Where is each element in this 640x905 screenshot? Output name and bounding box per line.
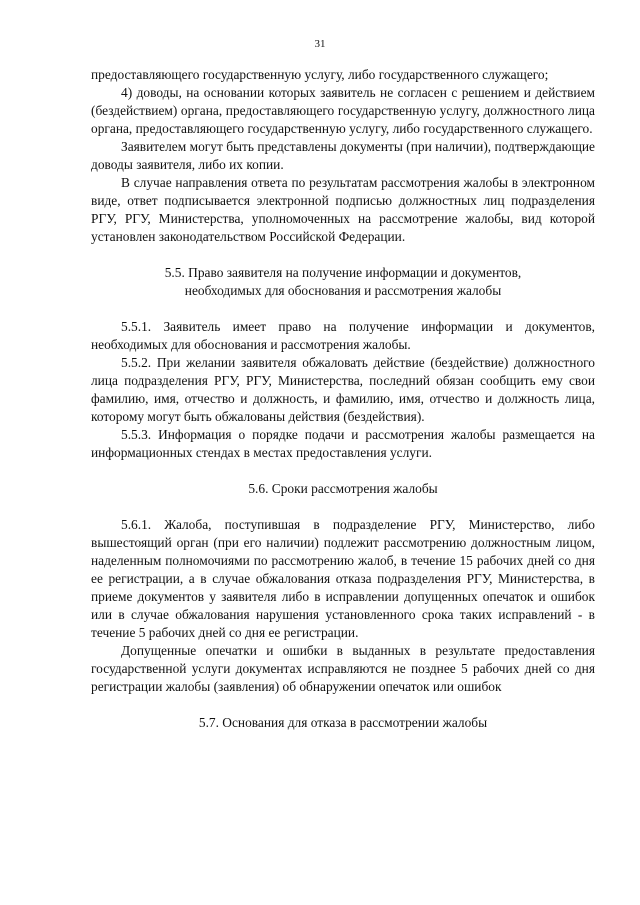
paragraph-documents: Заявителем могут быть представлены документы (при наличии), подтверждающие доводы заявителя, либо их копии.	[91, 139, 595, 172]
paragraph-item-4: 4) доводы, на основании которых заявитель не согласен с решением и действием (бездействием) органа, предоставляющего государственную услугу, должностного лица органа, предоставляющего государственную услугу, либо государственного служащего.	[91, 85, 595, 136]
paragraph-5-5-3: 5.5.3. Информация о порядке подачи и рассмотрения жалобы размещается на информационных стендах в местах предоставления услуги.	[91, 427, 595, 460]
document-body	[91, 66, 595, 732]
section-heading-5-6: 5.6. Сроки рассмотрения жалобы	[248, 481, 438, 496]
paragraph-5-5-1: 5.5.1. Заявитель имеет право на получение информации и документов, необходимых для обоснования и рассмотрения жалобы.	[91, 319, 595, 352]
section-heading-5-7: 5.7. Основания для отказа в рассмотрении жалобы	[198, 715, 488, 730]
paragraph-typos: Допущенные опечатки и ошибки в выданных в результате предоставления государственной услуги документах исправляются не позднее 5 рабочих дней со дня регистрации жалобы (заявления) об обнаружении опечаток или ошибок	[91, 643, 595, 694]
page-number: 31	[314, 38, 326, 50]
heading-5-5-line1: 5.5. Право заявителя на получение информации и документов,	[164, 265, 522, 280]
paragraph-5-5-2: 5.5.2. При желании заявителя обжаловать действие (бездействие) должностного лица подразделения РГУ, РГУ, Министерства, последний обязан сообщить ему свои фамилию, имя, отчество и должность, и фамилию, имя, отчество и должность лица, которому могут быть обжалованы действия (бездействия).	[91, 355, 595, 424]
paragraph-5-6-1: 5.6.1. Жалоба, поступившая в подразделение РГУ, Министерство, либо вышестоящий орган (при его наличии) подлежит рассмотрению должностным лицом, наделенным полномочиями по рассмотрению жалоб, в течение 15 рабочих дней со дня ее регистрации, а в случае обжалования отказа подразделения РГУ, Министерства, в приеме документов у заявителя либо в исправлении допущенных опечаток и ошибок или в случае обжалования нарушения установленного срока таких исправлений - в течение 5 рабочих дней со дня ее регистрации.	[91, 517, 595, 640]
section-heading-5-5	[91, 264, 595, 300]
paragraph-continuation: предоставляющего государственную услугу, либо государственного служащего;	[91, 67, 549, 82]
paragraph-electronic-response: В случае направления ответа по результатам рассмотрения жалобы в электронном виде, ответ подписывается электронной подписью должностных лиц подразделения РГУ, РГУ, Министерства, уполномоченных на рассмотрение жалобы, вид которой установлен законодательством Российской Федерации.	[91, 175, 595, 244]
heading-5-5-line2: необходимых для обоснования и рассмотрения жалобы	[184, 283, 502, 298]
